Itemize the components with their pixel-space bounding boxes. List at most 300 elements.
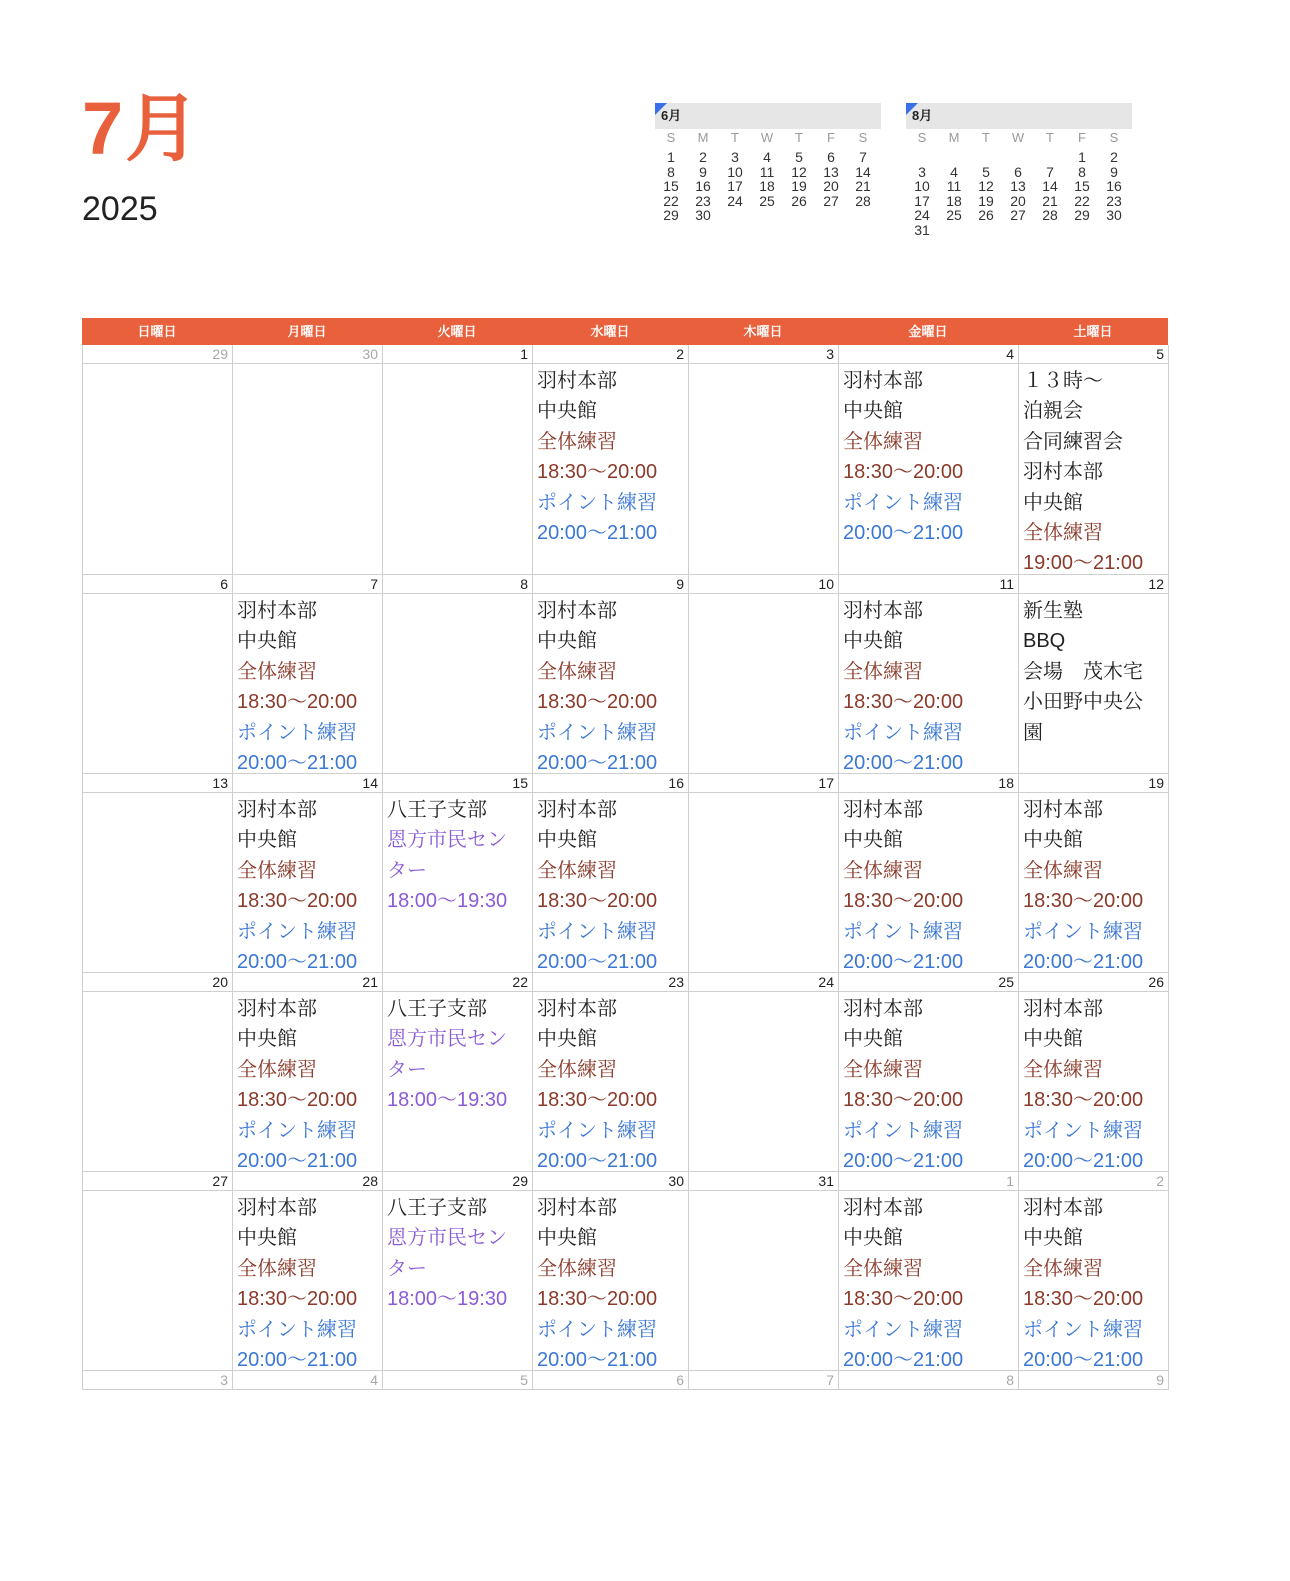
event-line: 全体練習 [1023,522,1103,545]
mini-day [847,208,879,223]
event-line: 中央館 [237,1227,297,1250]
day-number: 5 [383,1371,532,1390]
event-line: ポイント練習 [1023,1318,1143,1341]
day-cell[interactable] [689,345,839,575]
event-line: 中央館 [843,400,903,423]
day-number: 6 [83,575,232,594]
day-number: 31 [689,1172,838,1191]
event-line: 20:00〜21:00 [237,1150,358,1172]
event-line: 中央館 [1023,491,1083,514]
mini-day[interactable]: 26 [791,192,807,209]
mini-day[interactable]: 1 [1078,149,1086,165]
event-text[interactable] [839,1191,1018,1371]
mini-day[interactable]: 20 [1010,192,1026,209]
day-cell[interactable] [839,575,1019,774]
event-line: ポイント練習 [1023,1119,1143,1142]
event-line: 中央館 [237,1028,297,1051]
mini-weekday-label: M [948,130,960,145]
event-line: 18:00〜19:30 [387,1288,508,1311]
event-text[interactable] [839,364,1018,548]
mini-day[interactable]: 22 [1074,192,1090,209]
event-line: 18:30〜20:00 [237,691,358,714]
calendar-week [82,973,1168,1172]
event-line: 羽村本部 [537,600,617,622]
mini-day[interactable]: 24 [914,207,930,223]
event-line: 20:00〜21:00 [537,522,658,545]
event-line: 18:30〜20:00 [843,691,964,714]
event-text[interactable] [233,793,382,973]
day-number: 28 [233,1172,382,1191]
mini-day [719,208,751,223]
year-title: 2025 [82,190,158,228]
day-cell[interactable] [533,774,689,973]
event-line: ポイント練習 [537,920,657,943]
event-line: 羽村本部 [237,600,317,622]
day-number: 30 [233,345,382,364]
mini-day[interactable]: 27 [823,192,839,209]
mini-day[interactable]: 28 [1042,207,1058,223]
calendar-week [82,1371,1168,1390]
event-text[interactable] [839,992,1018,1172]
event-line: 中央館 [1023,829,1083,852]
day-cell[interactable] [233,1172,383,1371]
event-line: 全体練習 [237,1058,317,1081]
event-text[interactable] [233,992,382,1172]
event-line: 全体練習 [537,1257,617,1280]
day-number: 16 [533,774,688,793]
day-cell[interactable] [383,774,533,973]
mini-day[interactable]: 23 [1106,192,1122,209]
mini-day[interactable]: 21 [855,178,871,194]
event-line: 全体練習 [843,1058,923,1081]
day-cell[interactable] [839,973,1019,1172]
day-cell[interactable] [233,1371,383,1390]
mini-day [815,208,847,223]
day-number: 7 [233,575,382,594]
event-text[interactable] [533,992,688,1172]
mini-day[interactable]: 6 [1014,163,1022,180]
day-cell[interactable] [383,1371,533,1390]
day-cell[interactable] [839,774,1019,973]
event-line: 18:30〜20:00 [843,1288,964,1311]
event-text[interactable] [1019,992,1168,1172]
event-line: 羽村本部 [843,600,923,622]
event-text[interactable] [839,793,1018,973]
mini-day[interactable]: 19 [791,178,807,194]
event-line: 全体練習 [537,430,617,453]
event-line: 20:00〜21:00 [537,951,658,973]
event-text[interactable] [533,594,688,774]
day-cell[interactable] [83,1371,233,1390]
calendar-week [82,575,1168,774]
mini-weekday-label: W [1011,130,1025,145]
day-cell[interactable] [383,575,533,774]
event-text[interactable] [383,992,532,1116]
mini-day[interactable]: 24 [727,192,743,209]
mini-day[interactable]: 8 [667,163,675,180]
mini-calendar-next [906,103,1132,237]
event-line: 18:30〜20:00 [1023,1288,1144,1311]
event-line: 20:00〜21:00 [537,1150,658,1172]
mini-day[interactable]: 3 [731,149,739,165]
event-line: 羽村本部 [1023,1197,1103,1219]
event-line: 中央館 [843,630,903,653]
event-text[interactable] [1019,793,1168,973]
event-line: 18:30〜20:00 [537,1288,658,1311]
day-number: 9 [1019,1371,1168,1390]
event-line: 羽村本部 [237,1197,317,1219]
event-line: 全体練習 [843,430,923,453]
event-line: 20:00〜21:00 [237,752,358,774]
day-number: 4 [839,345,1018,364]
mini-weekday-label: T [731,130,739,145]
event-line: 新生塾 [1023,600,1083,622]
day-cell[interactable] [233,774,383,973]
event-line: ター [387,1058,427,1081]
event-line: 全体練習 [1023,859,1103,882]
mini-day[interactable]: 11 [946,178,962,194]
event-line: 羽村本部 [1023,799,1103,821]
mini-weekday-label: F [1078,130,1086,145]
day-cell[interactable] [83,1172,233,1371]
event-line: ポイント練習 [843,920,963,943]
mini-day[interactable]: 15 [663,178,679,194]
event-line: 19:00〜21:00 [1023,552,1144,575]
mini-day[interactable]: 11 [759,163,775,180]
mini-day[interactable]: 20 [823,178,839,194]
event-line: 羽村本部 [537,1197,617,1219]
mini-day[interactable]: 5 [795,149,803,165]
mini-day[interactable]: 10 [727,163,743,180]
day-number: 26 [1019,973,1168,992]
day-number: 8 [839,1371,1018,1390]
event-line: 全体練習 [537,660,617,683]
day-cell[interactable] [383,1172,533,1371]
day-cell[interactable] [689,973,839,1172]
mini-day [1066,223,1098,238]
mini-day[interactable]: 2 [699,149,707,165]
event-text[interactable] [383,793,532,917]
mini-day [1002,223,1034,238]
event-line: 恩方市民セン [387,829,507,852]
event-text[interactable] [533,364,688,548]
day-cell[interactable] [233,973,383,1172]
event-line: 中央館 [537,829,597,852]
day-number: 15 [383,774,532,793]
day-number: 25 [839,973,1018,992]
event-line: 18:30〜20:00 [537,1089,658,1112]
event-line: ポイント練習 [537,1119,657,1142]
month-calendar [82,318,1168,1390]
event-line: 中央館 [237,630,297,653]
mini-day[interactable]: 21 [1042,192,1058,209]
day-cell[interactable] [533,1172,689,1371]
event-line: 中央館 [237,829,297,852]
event-text[interactable] [533,793,688,973]
day-number: 14 [233,774,382,793]
day-cell[interactable] [689,575,839,774]
event-line: 恩方市民セン [387,1227,507,1250]
day-cell[interactable] [1019,345,1169,575]
event-line: 18:30〜20:00 [843,1089,964,1112]
mini-day [938,223,970,238]
event-line: 全体練習 [537,859,617,882]
event-text[interactable] [233,1191,382,1371]
event-line: 全体練習 [843,1257,923,1280]
day-number: 2 [1019,1172,1168,1191]
mini-day[interactable]: 9 [699,163,707,180]
mini-day[interactable]: 4 [763,149,771,165]
weekday-header [82,318,1168,345]
mini-day[interactable]: 31 [914,221,930,238]
corner-marker-icon [655,103,667,115]
mini-day[interactable]: 25 [946,207,962,223]
day-number: 3 [689,345,838,364]
day-cell[interactable] [839,345,1019,575]
mini-calendar-header [906,103,1132,129]
event-line: 18:30〜20:00 [537,461,658,484]
mini-day[interactable]: 29 [663,207,679,223]
day-number: 27 [83,1172,232,1191]
event-line: 20:00〜21:00 [843,951,964,973]
day-cell[interactable] [839,1371,1019,1390]
mini-day[interactable]: 12 [978,178,994,194]
event-line: 20:00〜21:00 [237,951,358,973]
mini-day [938,150,970,165]
event-line: 20:00〜21:00 [843,1349,964,1371]
event-line: 中央館 [843,1028,903,1051]
mini-weekday-label: F [827,130,835,145]
day-number: 8 [383,575,532,594]
weekday-label: 水曜日 [590,324,630,339]
day-cell[interactable] [689,1371,839,1390]
mini-day[interactable]: 5 [982,163,990,180]
day-cell[interactable] [383,973,533,1172]
event-line: ポイント練習 [537,491,657,514]
mini-day[interactable]: 13 [823,163,839,180]
day-number: 29 [383,1172,532,1191]
mini-day[interactable]: 10 [914,178,930,194]
event-line: 18:00〜19:30 [387,890,508,913]
event-line: 小田野中央公 [1023,691,1143,714]
event-text[interactable] [383,1191,532,1315]
event-text[interactable] [839,594,1018,774]
mini-day[interactable]: 29 [1074,207,1090,223]
mini-day[interactable]: 25 [759,192,775,209]
mini-day[interactable]: 12 [791,163,807,180]
mini-day[interactable]: 14 [855,163,871,180]
calendar-body [82,345,1168,1390]
event-line: 合同練習会 [1023,430,1123,453]
day-cell[interactable] [83,345,233,575]
mini-day[interactable]: 16 [1106,178,1122,194]
event-line: 全体練習 [843,859,923,882]
weekday-label: 金曜日 [908,324,948,339]
event-text[interactable] [1019,364,1168,575]
day-cell[interactable] [533,973,689,1172]
event-line: ポイント練習 [843,721,963,744]
event-line: 18:30〜20:00 [843,461,964,484]
mini-calendar-header [655,103,881,129]
mini-day[interactable]: 17 [914,192,930,209]
event-line: 園 [1023,721,1043,744]
mini-day[interactable]: 22 [663,192,679,209]
event-line: 中央館 [537,630,597,653]
day-cell[interactable] [1019,774,1169,973]
day-cell[interactable] [83,575,233,774]
event-line: 羽村本部 [843,799,923,821]
day-number: 18 [839,774,1018,793]
month-title: 7月 [82,87,202,170]
event-line: ポイント練習 [537,721,657,744]
mini-day[interactable]: 7 [859,149,867,165]
event-text[interactable] [233,594,382,774]
day-number: 13 [83,774,232,793]
day-number: 3 [83,1371,232,1390]
day-cell[interactable] [383,345,533,575]
event-line: 20:00〜21:00 [237,1349,358,1371]
mini-day[interactable]: 3 [918,163,926,180]
event-line: 20:00〜21:00 [537,752,658,774]
day-number: 22 [383,973,532,992]
event-text[interactable] [533,1191,688,1371]
event-line: 中央館 [843,1227,903,1250]
mini-day[interactable]: 23 [695,192,711,209]
day-number: 1 [383,345,532,364]
event-line: 全体練習 [237,660,317,683]
day-number: 2 [533,345,688,364]
event-line: 全体練習 [1023,1058,1103,1081]
event-line: ポイント練習 [843,1318,963,1341]
mini-day[interactable]: 4 [950,163,958,180]
mini-weekday-label: W [760,130,774,145]
mini-day [1034,223,1066,238]
day-number: 11 [839,575,1018,594]
event-line: 羽村本部 [1023,461,1103,484]
event-line: ター [387,1257,427,1280]
day-cell[interactable] [1019,1371,1169,1390]
event-line: ポイント練習 [237,920,357,943]
event-line: 18:30〜20:00 [537,890,658,913]
mini-day[interactable]: 27 [1010,207,1026,223]
mini-day[interactable]: 8 [1078,163,1086,180]
mini-day[interactable]: 18 [946,192,962,209]
mini-day[interactable]: 15 [1074,178,1090,194]
weekday-label: 木曜日 [743,324,783,339]
mini-day[interactable]: 9 [1110,163,1118,180]
event-line: 羽村本部 [237,998,317,1020]
mini-day [751,208,783,223]
event-line: １３時〜 [1023,370,1103,392]
event-line: 中央館 [1023,1028,1083,1051]
event-line: 羽村本部 [1023,998,1103,1020]
event-line: ポイント練習 [237,721,357,744]
mini-day[interactable]: 16 [695,178,711,194]
mini-calendar-title: 6月 [661,108,682,123]
mini-weekday-label: T [982,130,990,145]
day-cell[interactable] [83,973,233,1172]
day-cell[interactable] [689,1172,839,1371]
event-text[interactable] [1019,594,1168,748]
mini-day[interactable]: 2 [1110,149,1118,165]
mini-day[interactable]: 30 [1106,207,1122,223]
event-line: 中央館 [537,1028,597,1051]
day-number: 20 [83,973,232,992]
mini-day[interactable]: 1 [667,149,675,165]
mini-calendar-weekdays [906,130,1132,146]
day-number: 5 [1019,345,1168,364]
event-line: 18:30〜20:00 [237,1089,358,1112]
mini-day[interactable]: 7 [1046,163,1054,180]
day-number: 29 [83,345,232,364]
mini-calendar-prev [655,103,881,223]
day-cell[interactable] [1019,575,1169,774]
day-number: 6 [533,1371,688,1390]
event-line: ポイント練習 [843,1119,963,1142]
day-cell[interactable] [533,1371,689,1390]
mini-day[interactable]: 17 [727,178,743,194]
day-cell[interactable] [1019,973,1169,1172]
day-number: 19 [1019,774,1168,793]
event-line: 18:30〜20:00 [843,890,964,913]
weekday-label: 月曜日 [287,324,327,339]
day-cell[interactable] [83,774,233,973]
day-number: 12 [1019,575,1168,594]
event-line: 20:00〜21:00 [1023,1349,1144,1371]
day-cell[interactable] [689,774,839,973]
day-cell[interactable] [533,345,689,575]
event-line: 泊親会 [1023,400,1083,423]
event-line: 18:30〜20:00 [237,1288,358,1311]
event-line: 20:00〜21:00 [843,752,964,774]
corner-marker-icon [906,103,918,115]
event-text[interactable] [1019,1191,1168,1371]
mini-day[interactable]: 14 [1042,178,1058,194]
mini-day [970,150,1002,165]
day-number: 4 [233,1371,382,1390]
mini-weekday-label: T [1046,130,1054,145]
mini-day[interactable]: 28 [855,192,871,209]
weekday-label: 日曜日 [137,324,177,339]
event-line: ポイント練習 [843,491,963,514]
mini-day[interactable]: 13 [1010,178,1026,194]
day-cell[interactable] [1019,1172,1169,1371]
event-line: 中央館 [1023,1227,1083,1250]
mini-weekday-label: S [1109,130,1119,145]
event-line: 羽村本部 [843,998,923,1020]
mini-day[interactable]: 26 [978,207,994,223]
mini-day [783,208,815,223]
event-line: 18:30〜20:00 [1023,1089,1144,1112]
day-number: 1 [839,1172,1018,1191]
event-line: 20:00〜21:00 [843,1150,964,1172]
mini-day[interactable]: 6 [827,149,835,165]
day-number: 10 [689,575,838,594]
day-cell[interactable] [233,345,383,575]
event-line: 羽村本部 [537,370,617,392]
calendar-week [82,1172,1168,1371]
mini-calendar-title: 8月 [912,108,933,123]
mini-day[interactable]: 18 [759,178,775,194]
event-line: ポイント練習 [537,1318,657,1341]
day-cell[interactable] [233,575,383,774]
day-cell[interactable] [533,575,689,774]
event-line: 恩方市民セン [387,1028,507,1051]
day-cell[interactable] [839,1172,1019,1371]
mini-day[interactable]: 30 [695,207,711,223]
event-line: 羽村本部 [237,799,317,821]
mini-day[interactable]: 19 [978,192,994,209]
